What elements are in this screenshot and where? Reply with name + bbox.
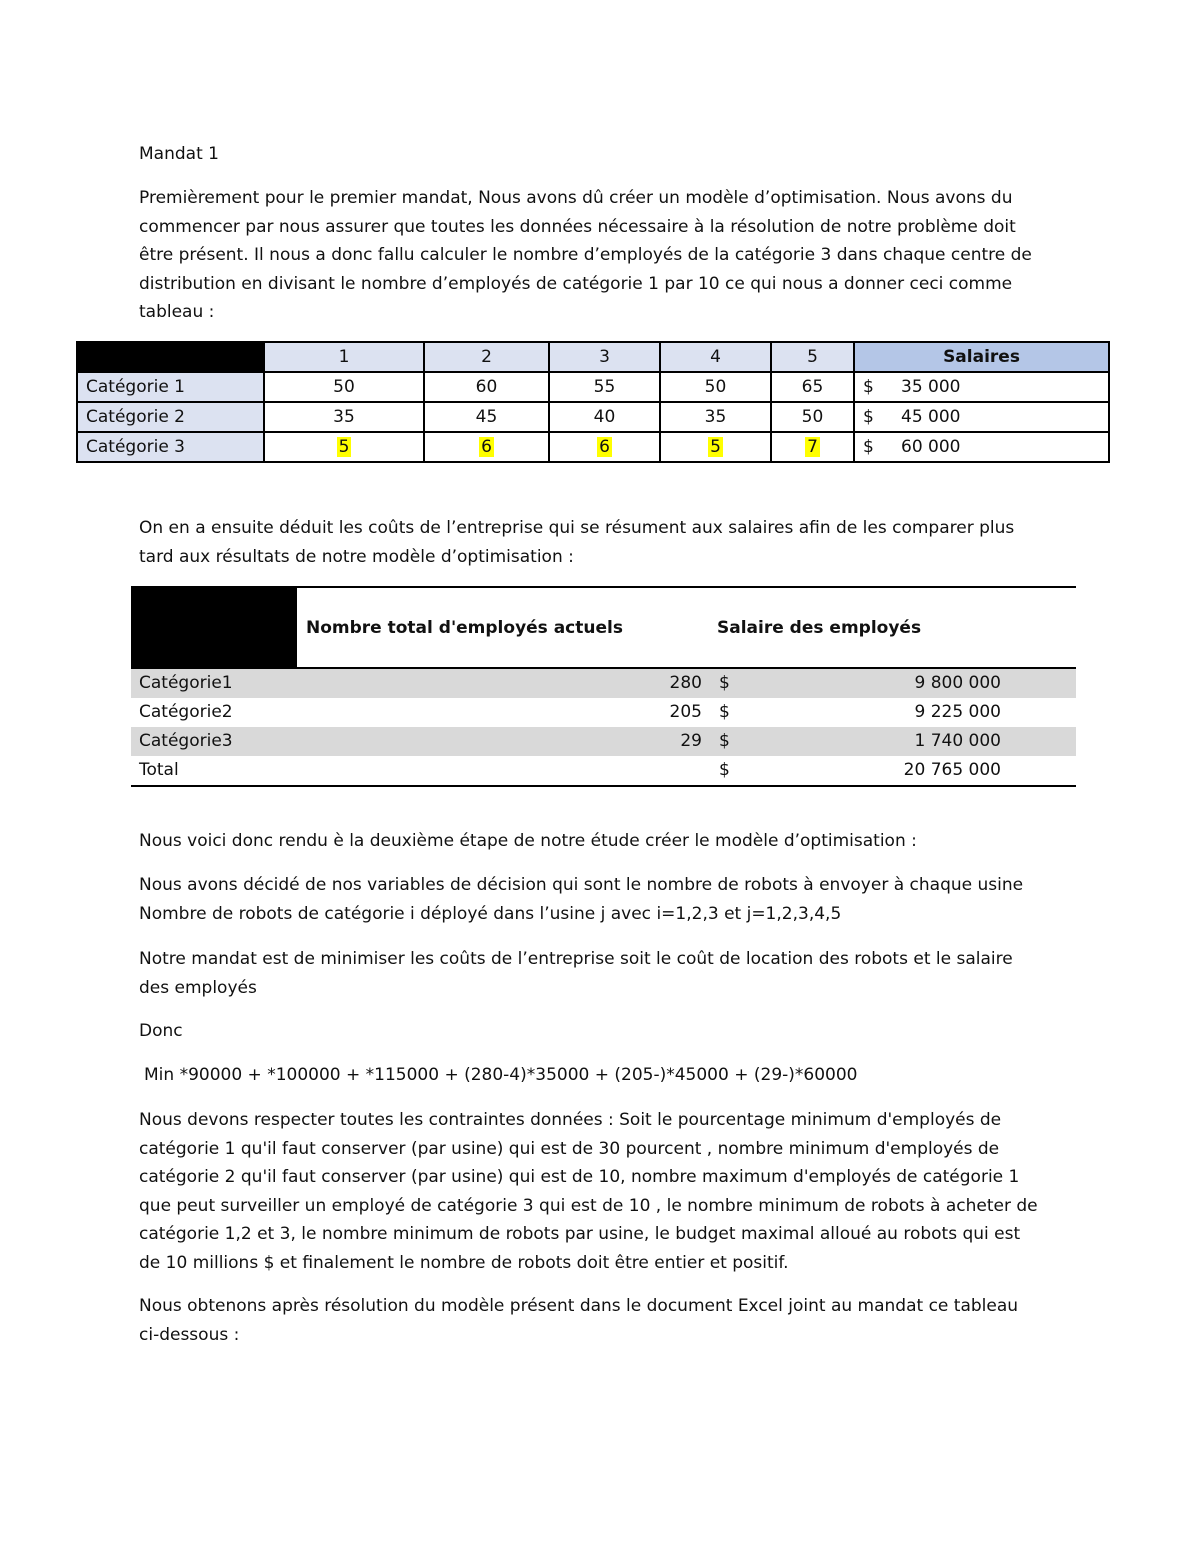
currency-symbol: $ <box>719 673 730 693</box>
decision-variables-paragraph <box>139 871 1069 928</box>
table2-salary-header: Salaire des employés <box>717 618 922 638</box>
table2-row-label: Catégorie1 <box>139 673 233 693</box>
table1-cell: 50 <box>264 372 424 402</box>
constraints-line: catégorie 2 qu'il faut conserver (par usine) qui est de 10, nombre maximum d'employés de catégorie 1 <box>139 1167 1020 1187</box>
intro-line: être présent. Il nous a donc fallu calculer le nombre d’employés de la catégorie 3 dans chaque centre de <box>139 245 1032 265</box>
table1-col-header: 4 <box>660 342 771 372</box>
table1-corner-cell <box>77 342 264 372</box>
table1-cell: 40 <box>549 402 660 432</box>
employees-per-center-table <box>76 341 1110 463</box>
table1-cell: 35 <box>660 402 771 432</box>
table-row <box>131 669 1076 698</box>
table1-row-label: Catégorie 2 <box>77 402 264 432</box>
constraints-line: Nous devons respecter toutes les contraintes données : Soit le pourcentage minimum d'employés de <box>139 1110 1002 1130</box>
constraints-line: que peut surveiller un employé de catégorie 3 qui est de 10 , le nombre minimum de robots à acheter de <box>139 1195 1038 1216</box>
table1-col-header: 2 <box>424 342 549 372</box>
currency-symbol: $ <box>863 377 874 397</box>
table2-amount: 9 225 000 <box>914 702 1001 722</box>
table1-cell: 35 <box>264 402 424 432</box>
table2-row-label: Total <box>139 760 179 780</box>
table2-count: 29 <box>680 731 702 751</box>
table2-row-label: Catégorie3 <box>139 731 233 751</box>
salary-costs-table <box>131 586 1076 787</box>
costs-paragraph <box>139 514 1069 571</box>
currency-symbol: $ <box>863 437 874 457</box>
table2-count: 205 <box>669 702 702 722</box>
table1-salary-cell <box>854 372 1109 402</box>
table1-cell: 65 <box>771 372 854 402</box>
results-line: Nous obtenons après résolution du modèle présent dans le document Excel joint au mandat ce tableau <box>139 1296 1019 1316</box>
results-paragraph <box>139 1292 1069 1349</box>
table-row <box>77 402 1109 432</box>
step-two-line: Nous voici donc rendu è la deuxième étape de notre étude créer le modèle d’optimisation : <box>139 831 917 851</box>
table2-header <box>131 588 1076 667</box>
table-row <box>77 432 1109 462</box>
intro-line: commencer par nous assurer que toutes les données nécessaire à la résolution de notre problème doit <box>139 216 1016 237</box>
table-row <box>131 727 1076 756</box>
table1-salary-cell <box>854 402 1109 432</box>
formula-line: Min *90000 + *100000 + *115000 + (280-4)*35000 + (205-)*45000 + (29-)*60000 <box>144 1065 858 1085</box>
highlighted-value: 6 <box>481 437 492 457</box>
objective-formula <box>144 1061 1074 1090</box>
table2-amount: 9 800 000 <box>914 673 1001 693</box>
table2-amount: 20 765 000 <box>903 760 1001 780</box>
currency-symbol: $ <box>719 760 730 780</box>
costs-line: On en a ensuite déduit les coûts de l’entreprise qui se résument aux salaires afin de les comparer plus <box>139 518 1015 538</box>
table2-count-header: Nombre total d'employés actuels <box>306 618 623 638</box>
mandate-line: Notre mandat est de minimiser les coûts de l’entreprise soit le coût de location des robots et le salaire <box>139 949 1013 969</box>
highlighted-value: 6 <box>599 437 610 457</box>
table1-salary-cell <box>854 432 1109 462</box>
mandate-paragraph <box>139 945 1069 1002</box>
table1-cell: 50 <box>771 402 854 432</box>
table1-salary-header: Salaires <box>854 342 1109 372</box>
table1-cell <box>660 432 771 462</box>
table1-cell: 55 <box>549 372 660 402</box>
intro-paragraph <box>139 184 1069 327</box>
table2-count: 280 <box>669 673 702 693</box>
highlighted-value: 5 <box>710 437 721 457</box>
table1-cell: 60 <box>424 372 549 402</box>
table1-cell <box>549 432 660 462</box>
constraints-line: de 10 millions $ et finalement le nombre de robots doit être entier et positif. <box>139 1252 789 1273</box>
decision-line: Nous avons décidé de nos variables de décision qui sont le nombre de robots à envoyer à chaque usine <box>139 875 1024 895</box>
table2-amount: 1 740 000 <box>914 731 1001 751</box>
table1-cell <box>424 432 549 462</box>
salary-value: 45 000 <box>901 407 961 427</box>
table1-col-header: 3 <box>549 342 660 372</box>
donc-paragraph <box>139 1017 1069 1046</box>
intro-line: tableau : <box>139 302 215 322</box>
table1-row-label: Catégorie 3 <box>77 432 264 462</box>
intro-line: distribution en divisant le nombre d’employés de catégorie 1 par 10 ce qui nous a donner ceci comme <box>139 273 1013 294</box>
heading-text: Mandat 1 <box>139 144 219 164</box>
salary-value: 35 000 <box>901 377 961 397</box>
intro-line: Premièrement pour le premier mandat, Nous avons dû créer un modèle d’optimisation. Nous avons du <box>139 188 1013 208</box>
currency-symbol: $ <box>719 731 730 751</box>
table1-header-row <box>77 342 1109 372</box>
table2-row-label: Catégorie2 <box>139 702 233 722</box>
step-two-paragraph <box>139 827 1069 856</box>
currency-symbol: $ <box>719 702 730 722</box>
table1-cell <box>771 432 854 462</box>
constraints-line: catégorie 1,2 et 3, le nombre minimum de robots par usine, le budget maximal alloué au robots qui est <box>139 1224 1021 1244</box>
table1-col-header: 1 <box>264 342 424 372</box>
highlighted-value: 7 <box>807 437 818 457</box>
table-row <box>77 372 1109 402</box>
constraints-paragraph <box>139 1106 1069 1277</box>
table2-corner-cell <box>131 588 297 667</box>
decision-line: Nombre de robots de catégorie i déployé dans l’usine j avec i=1,2,3 et j=1,2,3,4,5 <box>139 903 842 924</box>
salary-value: 60 000 <box>901 437 961 457</box>
donc-line: Donc <box>139 1021 183 1041</box>
table1-col-header: 5 <box>771 342 854 372</box>
constraints-line: catégorie 1 qu'il faut conserver (par usine) qui est de 30 pourcent , nombre minimum d'employés de <box>139 1138 1000 1159</box>
heading <box>139 140 1069 169</box>
highlighted-value: 5 <box>338 437 350 457</box>
currency-symbol: $ <box>863 407 874 427</box>
results-line: ci-dessous : <box>139 1324 240 1345</box>
table1-cell: 50 <box>660 372 771 402</box>
table1-cell: 45 <box>424 402 549 432</box>
mandate-line: des employés <box>139 977 257 998</box>
table1-cell <box>264 432 424 462</box>
table-row <box>131 756 1076 785</box>
table1-row-label: Catégorie 1 <box>77 372 264 402</box>
table-row <box>131 698 1076 727</box>
costs-line: tard aux résultats de notre modèle d’optimisation : <box>139 546 574 567</box>
table-rule <box>131 785 1076 787</box>
